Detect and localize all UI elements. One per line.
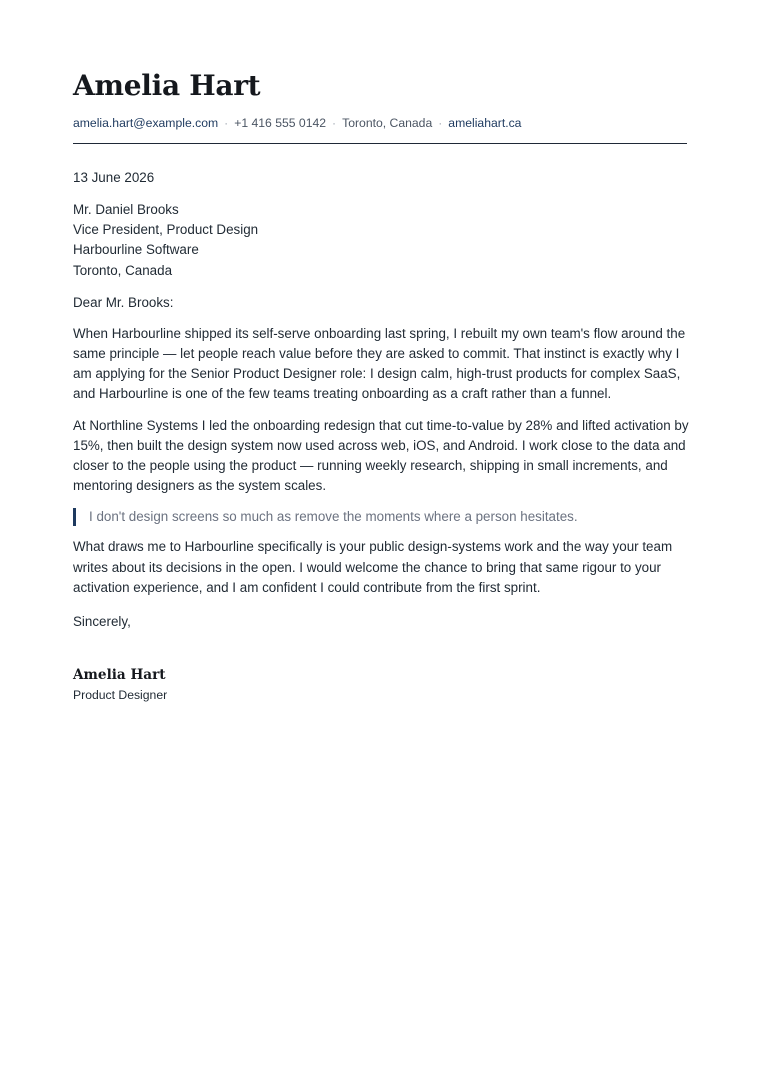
letter-date: 13 June 2026 bbox=[73, 170, 155, 185]
salutation: Dear Mr. Brooks: bbox=[73, 294, 174, 310]
recipient-company: Harbourline Software bbox=[73, 242, 199, 258]
email-link[interactable]: amelia.hart@example.com bbox=[73, 116, 219, 130]
recipient-location: Toronto, Canada bbox=[73, 262, 173, 278]
header-divider bbox=[73, 143, 687, 144]
recipient-block bbox=[73, 200, 687, 281]
sender-location: Toronto, Canada bbox=[342, 116, 433, 130]
phone-number: +1 416 555 0142 bbox=[234, 116, 327, 130]
sender-name: Amelia Hart bbox=[73, 69, 261, 102]
separator-dot: · bbox=[224, 116, 229, 130]
signature-title: Product Designer bbox=[73, 688, 168, 703]
recipient-name: Mr. Daniel Brooks bbox=[73, 202, 179, 217]
body-paragraph: At Northline Systems I led the onboarding redesign that cut time-to-value by 28% and lifted activation by 15%, then built the design system now used across web, iOS, and Android. I work close to the data and closer to the people using the product — running weekly research, shipping in small increments, and mentoring designers as the system scales. bbox=[73, 417, 689, 494]
body-paragraph: What draws me to Harbourline specifically is your public design-systems work and the way your team writes about its decisions in the open. I would welcome the chance to bring that same rigour to your activation experience, and I am confident I could contribute from the first sprint. bbox=[73, 539, 673, 595]
closing: Sincerely, bbox=[73, 614, 131, 630]
body-paragraph: When Harbourline shipped its self-serve onboarding last spring, I rebuilt my own team's flow around the same principle — let people reach value before they are asked to commit. That instinct is exactly why I am applying for the Senior Product Designer role: I design calm, high-trust products for complex SaaS, and Harbourline is one of the few teams treating onboarding as a craft rather than a funnel. bbox=[73, 325, 686, 402]
separator-dot: · bbox=[332, 116, 337, 130]
website-link[interactable]: ameliahart.ca bbox=[448, 116, 522, 130]
contact-line bbox=[73, 115, 687, 131]
separator-dot: · bbox=[438, 116, 443, 130]
pull-quote: I don't design screens so much as remove the moments where a person hesitates. bbox=[73, 508, 687, 526]
recipient-title: Vice President, Product Design bbox=[73, 222, 259, 238]
signature-name: Amelia Hart bbox=[73, 667, 166, 684]
